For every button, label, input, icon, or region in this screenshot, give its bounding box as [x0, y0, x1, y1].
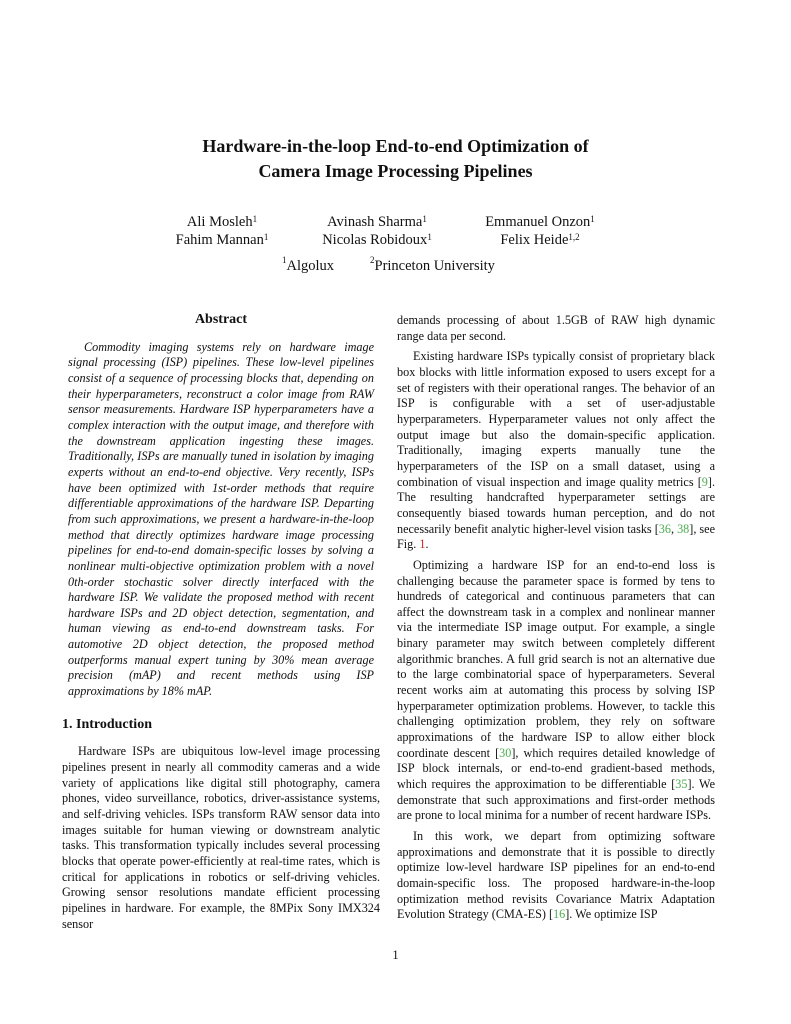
- paper-title: [0, 134, 791, 184]
- author: Emmanuel Onzon$^1$: [485, 214, 595, 230]
- intro-paragraph-3: Optimizing a hardware ISP for an end-to-end loss is challenging because the parameter space is formed by tens to hundreds of categorical and continuous parameters that can affect the downstream task in a complex and nonlinear manner via the intermediate ISP image output. For example, a single binary parameter may switch between completely different algorithmic branches. A full grid search is not an alternative due to the large combinatorial space of hyperparameters. Several recent works aim at automating this process by solving ISP hyperparameter optimization problems. However, to tackle this challenging optimization problem, they rely on software approximations of the hardware ISP to allow either block coordinate descent [30], which requires detailed knowledge of ISP block internals, or end-to-end gradient-based methods, which requires the approximation to be differentiable [35]. We demonstrate that such approximations and first-order methods are prone to local minima for a number of recent hardware ISPs.: [397, 557, 716, 823]
- intro-paragraph-4: In this work, we depart from optimizing software approximations and demonstrate that it is possible to directly optimize low-level hardware ISP pipelines for an end-to-end domain-specific loss. The proposed hardware-in-the-loop optimization method revisits Covariance Matrix Adaptation Evolution Strategy (CMA-ES) [16]. We optimize ISP: [397, 829, 715, 922]
- title-line-2: Camera Image Processing Pipelines: [258, 161, 533, 181]
- citation-link[interactable]: 35: [675, 777, 688, 792]
- left-column: [62, 312, 380, 932]
- title-line-1: Hardware-in-the-loop End-to-end Optimization of: [202, 136, 589, 156]
- figure-link[interactable]: 1: [419, 537, 426, 552]
- citation-link[interactable]: 16: [553, 907, 566, 922]
- author: Nicolas Robidoux$^1$: [322, 232, 432, 248]
- abstract-text: Commodity imaging systems rely on hardware image signal processing (ISP) pipelines. These low-level pipelines consist of a sequence of processing blocks that, depending on their hyperparameters, reconstruct a color image from RAW sensor measurements. Hardware ISP hyperparameters have a complex interaction with the output image, and therefore with the downstream application ingesting these images. Traditionally, ISPs are manually tuned in isolation by imaging experts without an end-to-end objective. Very recently, ISPs have been optimized with 1st-order methods that require differentiable approximations of the hardware ISP. Departing from such approximations, we present a hardware-in-the-loop method that directly optimizes hardware image processing pipelines for end-to-end domain-specific losses by solving a nonlinear multi-objective optimization problem with a novel 0th-order stochastic solver directly interfaced with the hardware ISP. We validate the proposed method with recent hardware ISPs and 2D object detection, segmentation, and human viewing as end-to-end downstream tasks. For automotive 2D object detection, the proposed method outperforms manual expert tuning by 30% mean average precision (mAP) and recent methods using ISP approximations by 18% mAP.: [68, 339, 374, 699]
- author: Fahim Mannan$^1$: [175, 232, 269, 248]
- affiliation: $^2$Princeton University: [370, 255, 495, 274]
- citation-link[interactable]: 30: [499, 745, 512, 760]
- affiliation: $^1$Algolux: [282, 255, 335, 274]
- page-number: 1: [392, 948, 399, 962]
- author: Felix Heide$^{1,2}$: [500, 232, 580, 248]
- author: Avinash Sharma$^1$: [327, 214, 427, 230]
- intro-paragraph-1-continued: demands processing of about 1.5GB of RAW high dynamic range data per second.: [397, 313, 715, 343]
- intro-paragraph-2: Existing hardware ISPs typically consist of proprietary black box blocks with little information exposed to users except for a set of registers with their operational ranges. The behavior of an ISP is configurable with a set of user-adjustable hyperparameters. Hyperparameter values not only affect the output image but also the domain-specific application. Traditionally, imaging experts manually tune the hyperparameters of the ISP on a small dataset, using a combination of visual inspection and image quality metrics [9]. The resulting handcrafted hyperparameter settings are consequently biased towards human perception, and do not necessarily benefit analytic higher-level vision tasks [36, 38], see Fig. 1.: [397, 349, 715, 552]
- intro-paragraph-1: Hardware ISPs are ubiquitous low-level image processing pipelines present in nearly all commodity cameras and a wide variety of applications like digital still photography, camera phones, video surveillance, robotics, driver-assistance systems, and self-driving vehicles. ISPs transform RAW sensor data into images suitable for human viewing or downstream analytic tasks. This transformation typically includes several processing blocks that operate power-efficiently at real-time rates, which is critical for applications in robotics or self-driving vehicles. Growing sensor resolutions mandate efficient processing pipelines in hardware. For example, the 8MPix Sony IMX324 sensor: [62, 744, 380, 931]
- right-column: [397, 313, 715, 923]
- section-heading-introduction: 1. Introduction: [62, 716, 152, 732]
- citation-link[interactable]: 38: [677, 521, 690, 536]
- citation-link[interactable]: 9: [701, 474, 708, 489]
- citation-link[interactable]: 36: [658, 521, 671, 536]
- author: Ali Mosleh$^1$: [186, 214, 258, 230]
- abstract-heading: Abstract: [194, 312, 248, 327]
